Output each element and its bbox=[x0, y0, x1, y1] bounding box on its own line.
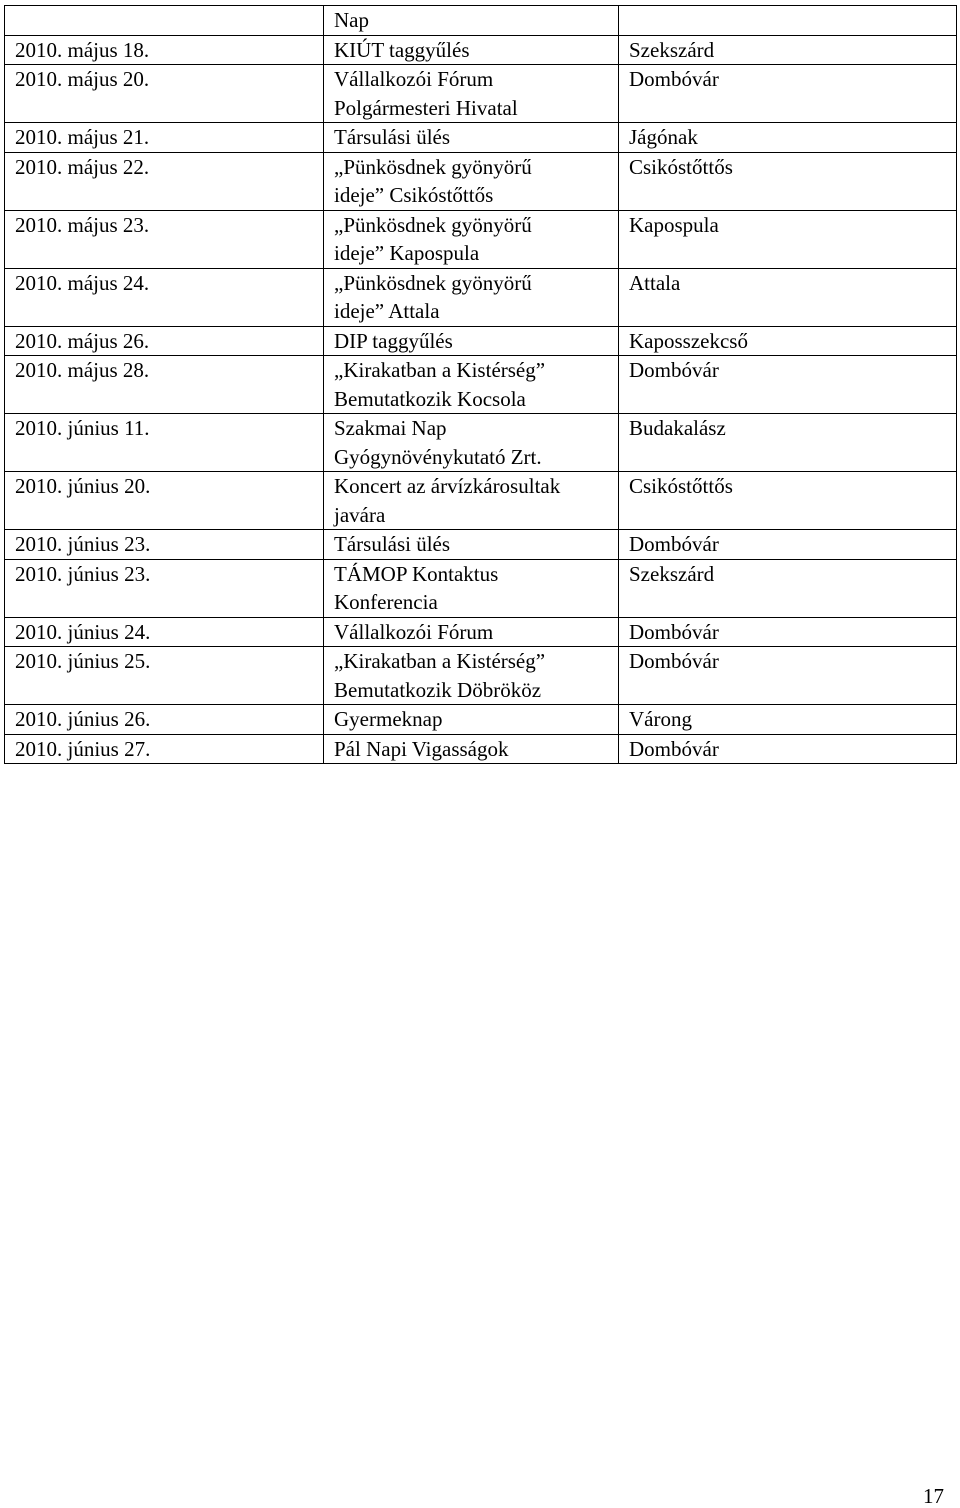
place-cell: Budakalász bbox=[619, 414, 957, 472]
header-cell-place bbox=[619, 6, 957, 36]
date-cell: 2010. május 22. bbox=[5, 152, 324, 210]
date-cell: 2010. május 28. bbox=[5, 356, 324, 414]
event-cell: Koncert az árvízkárosultak javára bbox=[324, 472, 619, 530]
date-cell: 2010. június 25. bbox=[5, 647, 324, 705]
table-row bbox=[5, 617, 957, 647]
place-cell: Dombóvár bbox=[619, 734, 957, 764]
place-cell: Dombóvár bbox=[619, 647, 957, 705]
place-cell: Csikóstőttős bbox=[619, 152, 957, 210]
place-cell: Várong bbox=[619, 705, 957, 735]
date-cell: 2010. május 23. bbox=[5, 210, 324, 268]
table-row bbox=[5, 356, 957, 414]
header-cell-event: Nap bbox=[324, 6, 619, 36]
event-cell: „Pünkösdnek gyönyörű ideje” Attala bbox=[324, 268, 619, 326]
date-cell: 2010. május 18. bbox=[5, 35, 324, 65]
event-cell: Társulási ülés bbox=[324, 530, 619, 560]
place-cell: Jágónak bbox=[619, 123, 957, 153]
date-cell: 2010. május 20. bbox=[5, 65, 324, 123]
place-cell: Kaposszekcső bbox=[619, 326, 957, 356]
place-cell: Csikóstőttős bbox=[619, 472, 957, 530]
place-cell: Dombóvár bbox=[619, 65, 957, 123]
date-cell: 2010. június 23. bbox=[5, 530, 324, 560]
event-cell: Pál Napi Vigasságok bbox=[324, 734, 619, 764]
place-cell: Kapospula bbox=[619, 210, 957, 268]
event-cell: „Kirakatban a Kistérség” Bemutatkozik Kocsola bbox=[324, 356, 619, 414]
table-row bbox=[5, 559, 957, 617]
event-cell: Vállalkozói Fórum Polgármesteri Hivatal bbox=[324, 65, 619, 123]
date-cell: 2010. június 26. bbox=[5, 705, 324, 735]
event-cell: „Pünkösdnek gyönyörű ideje” Kapospula bbox=[324, 210, 619, 268]
table-row bbox=[5, 472, 957, 530]
place-cell: Dombóvár bbox=[619, 617, 957, 647]
table-row bbox=[5, 268, 957, 326]
place-cell: Dombóvár bbox=[619, 356, 957, 414]
date-cell: 2010. június 20. bbox=[5, 472, 324, 530]
place-cell: Szekszárd bbox=[619, 559, 957, 617]
table-row bbox=[5, 705, 957, 735]
event-cell: Vállalkozói Fórum bbox=[324, 617, 619, 647]
event-cell: Szakmai Nap Gyógynövénykutató Zrt. bbox=[324, 414, 619, 472]
table-row bbox=[5, 734, 957, 764]
events-table-body bbox=[5, 6, 957, 764]
date-cell: 2010. június 24. bbox=[5, 617, 324, 647]
table-header-row bbox=[5, 6, 957, 36]
event-cell: DIP taggyűlés bbox=[324, 326, 619, 356]
event-cell: TÁMOP Kontaktus Konferencia bbox=[324, 559, 619, 617]
table-row bbox=[5, 65, 957, 123]
event-cell: KIÚT taggyűlés bbox=[324, 35, 619, 65]
event-cell: „Pünkösdnek gyönyörű ideje” Csikóstőttős bbox=[324, 152, 619, 210]
place-cell: Attala bbox=[619, 268, 957, 326]
date-cell: 2010. június 27. bbox=[5, 734, 324, 764]
event-cell: Társulási ülés bbox=[324, 123, 619, 153]
table-row bbox=[5, 35, 957, 65]
events-table bbox=[4, 5, 957, 764]
table-row bbox=[5, 326, 957, 356]
table-row bbox=[5, 414, 957, 472]
table-row bbox=[5, 530, 957, 560]
table-row bbox=[5, 123, 957, 153]
place-cell: Dombóvár bbox=[619, 530, 957, 560]
table-row bbox=[5, 152, 957, 210]
table-row bbox=[5, 210, 957, 268]
date-cell: 2010. május 26. bbox=[5, 326, 324, 356]
header-cell-date bbox=[5, 6, 324, 36]
event-cell: Gyermeknap bbox=[324, 705, 619, 735]
page-number: 17 bbox=[923, 1484, 944, 1508]
date-cell: 2010. június 11. bbox=[5, 414, 324, 472]
table-row bbox=[5, 647, 957, 705]
place-cell: Szekszárd bbox=[619, 35, 957, 65]
date-cell: 2010. június 23. bbox=[5, 559, 324, 617]
event-cell: „Kirakatban a Kistérség” Bemutatkozik Döbrököz bbox=[324, 647, 619, 705]
date-cell: 2010. május 21. bbox=[5, 123, 324, 153]
date-cell: 2010. május 24. bbox=[5, 268, 324, 326]
